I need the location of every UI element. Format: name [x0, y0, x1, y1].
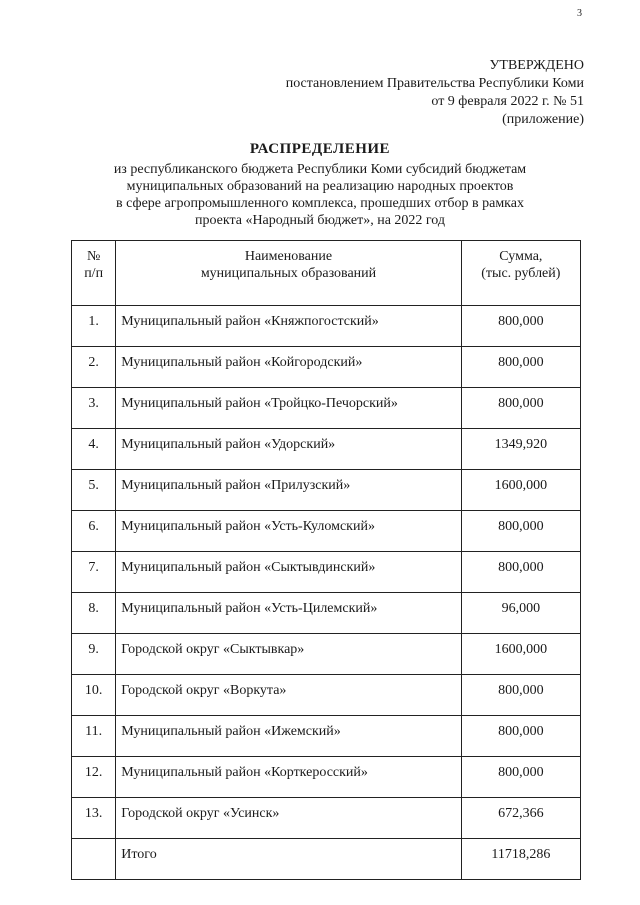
row-name: Муниципальный район «Княжпогостский» — [116, 306, 461, 347]
row-number: 2. — [72, 347, 116, 388]
row-sum: 1600,000 — [461, 634, 580, 675]
row-name: Муниципальный район «Усть-Куломский» — [116, 511, 461, 552]
title-line-4: проекта «Народный бюджет», на 2022 год — [194, 213, 446, 228]
row-sum: 800,000 — [461, 306, 580, 347]
header-sum — [461, 241, 580, 306]
row-name: Муниципальный район «Сыктывдинский» — [116, 552, 461, 593]
table-row — [72, 347, 581, 388]
header-number-line-2: п/п — [84, 266, 104, 281]
header-sum-line-1: Сумма, — [499, 249, 543, 264]
row-number: 1. — [72, 306, 116, 347]
row-sum: 672,366 — [461, 798, 580, 839]
approval-line-2: постановлением Правительства Республики Коми — [285, 76, 584, 91]
table-row — [72, 511, 581, 552]
row-sum: 1600,000 — [461, 470, 580, 511]
row-number: 10. — [72, 675, 116, 716]
total-sum: 11718,286 — [461, 839, 580, 880]
table-row — [72, 634, 581, 675]
row-name: Муниципальный район «Усть-Цилемский» — [116, 593, 461, 634]
table-row — [72, 388, 581, 429]
header-name-line-1: Наименование — [244, 249, 333, 264]
row-name: Городской округ «Воркута» — [116, 675, 461, 716]
approval-line-4: (приложение) — [502, 112, 584, 127]
row-number: 12. — [72, 757, 116, 798]
title-heading: РАСПРЕДЕЛЕНИЕ — [249, 141, 391, 157]
row-sum: 800,000 — [461, 757, 580, 798]
approval-line-3: от 9 февраля 2022 г. № 51 — [431, 94, 584, 109]
row-name: Муниципальный район «Койгородский» — [116, 347, 461, 388]
table-row — [72, 757, 581, 798]
row-number: 8. — [72, 593, 116, 634]
row-name: Муниципальный район «Корткеросский» — [116, 757, 461, 798]
row-name: Муниципальный район «Ижемский» — [116, 716, 461, 757]
row-sum: 800,000 — [461, 511, 580, 552]
header-number — [72, 241, 116, 306]
table-row — [72, 552, 581, 593]
row-number: 3. — [72, 388, 116, 429]
row-sum: 800,000 — [461, 388, 580, 429]
total-number — [72, 839, 116, 880]
row-number: 4. — [72, 429, 116, 470]
row-sum: 1349,920 — [461, 429, 580, 470]
table-row — [72, 593, 581, 634]
document-title — [0, 141, 640, 229]
row-sum: 800,000 — [461, 716, 580, 757]
approval-stamp — [286, 57, 584, 129]
row-name: Муниципальный район «Прилузский» — [116, 470, 461, 511]
row-name: Муниципальный район «Удорский» — [116, 429, 461, 470]
table-row — [72, 798, 581, 839]
title-line-1: из республиканского бюджета Республики Коми субсидий бюджетам — [113, 162, 527, 177]
table-row — [72, 470, 581, 511]
header-number-line-1: № — [86, 249, 101, 264]
distribution-table — [71, 240, 581, 880]
row-number: 5. — [72, 470, 116, 511]
table-row — [72, 675, 581, 716]
table-header-row — [72, 241, 581, 306]
title-line-2: муниципальных образований на реализацию народных проектов — [126, 179, 514, 194]
table-total-row — [72, 839, 581, 880]
table-row — [72, 429, 581, 470]
row-number: 7. — [72, 552, 116, 593]
row-name: Муниципальный район «Тройцко-Печорский» — [116, 388, 461, 429]
title-line-3: в сфере агропромышленного комплекса, прошедших отбор в рамках — [116, 196, 524, 211]
header-name — [116, 241, 461, 306]
row-sum: 800,000 — [461, 552, 580, 593]
row-name: Городской округ «Сыктывкар» — [116, 634, 461, 675]
table-row — [72, 716, 581, 757]
row-number: 9. — [72, 634, 116, 675]
header-name-line-2: муниципальных образований — [200, 266, 377, 281]
row-sum: 96,000 — [461, 593, 580, 634]
row-name: Городской округ «Усинск» — [116, 798, 461, 839]
table-row — [72, 306, 581, 347]
row-number: 11. — [72, 716, 116, 757]
row-number: 13. — [72, 798, 116, 839]
row-number: 6. — [72, 511, 116, 552]
page-number: 3 — [577, 8, 582, 19]
total-label: Итого — [116, 839, 461, 880]
approval-line-1: УТВЕРЖДЕНО — [489, 58, 584, 73]
header-sum-line-2: (тыс. рублей) — [481, 266, 561, 281]
row-sum: 800,000 — [461, 675, 580, 716]
row-sum: 800,000 — [461, 347, 580, 388]
